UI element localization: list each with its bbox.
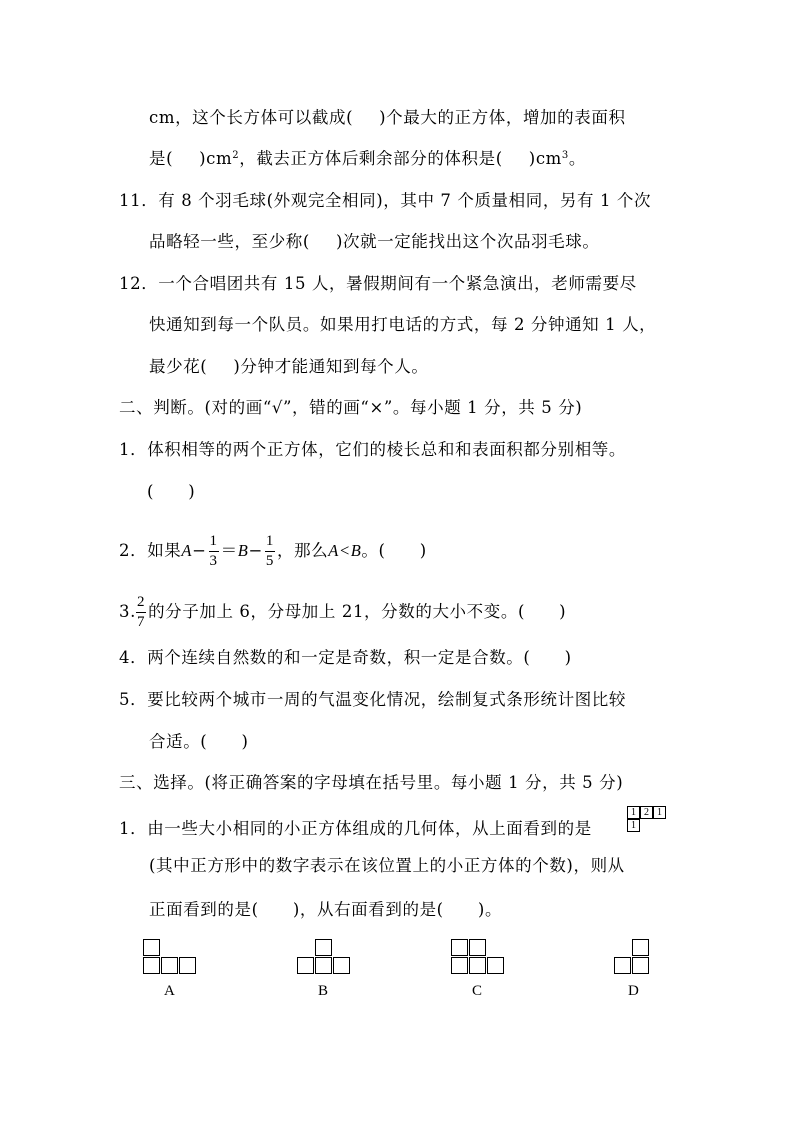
cube-square <box>143 957 160 974</box>
question-number: 1． <box>119 440 148 459</box>
comparison: A<B <box>328 541 362 560</box>
judge-q2-text: ，那么 <box>276 541 329 560</box>
question-number: 11． <box>119 191 159 210</box>
q10-text: )cm <box>199 149 233 168</box>
option-a-label[interactable]: A <box>164 983 175 999</box>
judge-q4 <box>119 648 572 668</box>
q12-line-3 <box>149 357 428 377</box>
q10-text: )cm <box>528 149 562 168</box>
judge-q5-text: 要比较两个城市一周的气温变化情况，绘制复式条形统计图比较 <box>147 690 627 709</box>
cube-square <box>469 939 486 956</box>
q10-text: 。 <box>568 149 586 168</box>
option-b-figure[interactable] <box>297 939 353 977</box>
q12-text: 快通知到每一个队员。如果用打电话的方式，每 2 分钟通知 1 人， <box>149 315 657 334</box>
option-c-label[interactable]: C <box>472 983 483 999</box>
q10-text: ，截去正方体后剩余部分的体积是( <box>239 149 503 168</box>
option-b-label[interactable]: B <box>318 983 329 999</box>
option-d-figure[interactable] <box>614 939 652 977</box>
judge-q4-text: 两个连续自然数的和一定是奇数，积一定是合数。( ) <box>147 648 572 667</box>
judge-q1-text: 体积相等的两个正方体，它们的棱长总和和表面积都分别相等。 <box>147 440 627 459</box>
question-number: 1． <box>119 819 148 838</box>
variable-a: A <box>181 541 193 560</box>
judge-q5-line-2: 合适。( ) <box>149 732 249 751</box>
judge-q5-line-1 <box>119 690 626 710</box>
q10-line-2 <box>149 149 586 169</box>
cube-square <box>614 957 631 974</box>
minus-sign: − <box>248 541 263 560</box>
q11-line-2 <box>149 232 599 252</box>
q12-text: )分钟才能通知到每个人。 <box>233 357 429 376</box>
fraction-one-third: $\frac{1}{3}$ <box>209 533 218 569</box>
option-c-figure[interactable] <box>451 939 507 977</box>
minus-sign: − <box>192 541 207 560</box>
cube-square <box>333 957 350 974</box>
q12-text: 最少花( <box>149 357 208 376</box>
judge-q1-line-1 <box>119 440 626 460</box>
variable-b: B <box>237 541 249 560</box>
question-number: 4． <box>119 648 148 667</box>
question-number: 12． <box>119 274 159 293</box>
top-view-cell: 1 <box>653 806 666 819</box>
q11-text: 品略轻一些，至少称( <box>149 232 310 251</box>
cube-square <box>315 957 332 974</box>
judge-q3-text: 的分子加上 6，分母加上 21，分数的大小不变。( ) <box>148 602 567 621</box>
section-3-heading: 三、选择。(将正确答案的字母填在括号里。每小题 1 分，共 5 分) <box>119 773 624 792</box>
judge-q1-answer-blank[interactable]: ( ) <box>147 482 196 501</box>
top-view-cell: 2 <box>640 806 653 819</box>
choice-q1-text: 由一些大小相同的小正方体组成的几何体，从上面看到的是 <box>147 819 592 838</box>
cube-square <box>451 939 468 956</box>
cube-square <box>632 957 649 974</box>
judge-q2-blank[interactable]: 。( ) <box>361 541 427 560</box>
option-a-figure[interactable] <box>143 939 199 977</box>
q12-line-2 <box>149 315 656 335</box>
superscript: 2 <box>232 150 240 161</box>
q12-line-1 <box>119 274 637 294</box>
cube-square <box>487 957 504 974</box>
cube-square <box>161 957 178 974</box>
option-d-label[interactable]: D <box>628 983 639 999</box>
judge-q3 <box>119 594 566 631</box>
q10-text: 是( <box>149 149 174 168</box>
equals-sign: ＝ <box>220 541 238 560</box>
choice-q1-line-2: (其中正方形中的数字表示在该位置上的小正方体的个数)，则从 <box>149 856 625 875</box>
question-number: 2． <box>119 541 148 560</box>
cube-square <box>451 957 468 974</box>
top-view-figure <box>627 806 667 832</box>
q11-text: 有 8 个羽毛球(外观完全相同)，其中 7 个质量相同，另有 1 个次 <box>158 191 652 210</box>
section-2-heading: 二、判断。(对的画“√”，错的画“×”。每小题 1 分，共 5 分) <box>119 398 583 417</box>
top-view-cell: 1 <box>627 806 640 819</box>
top-view-cell: 1 <box>627 819 640 832</box>
question-number: 3. <box>119 602 136 621</box>
fraction-one-fifth: $\frac{1}{5}$ <box>265 533 274 569</box>
fraction-two-sevenths: $\frac{2}{7}$ <box>136 594 146 630</box>
q10-text: cm，这个长方体可以截成( <box>149 108 354 127</box>
cube-square <box>143 939 160 956</box>
cube-square <box>469 957 486 974</box>
q12-text: 一个合唱团共有 15 人，暑假期间有一个紧急演出，老师需要尽 <box>158 274 637 293</box>
choice-q1-line-1 <box>119 819 592 839</box>
superscript: 3 <box>561 150 569 161</box>
judge-q2-text: 如果 <box>147 541 182 560</box>
choice-q1-line-3: 正面看到的是( )，从右面看到的是( )。 <box>149 900 503 919</box>
q11-text: )次就一定能找出这个次品羽毛球。 <box>335 232 600 251</box>
q10-line-1 <box>149 108 626 128</box>
q11-line-1 <box>119 191 651 211</box>
cube-square <box>632 939 649 956</box>
q10-text: )个最大的正方体，增加的表面积 <box>379 108 626 127</box>
cube-square <box>315 939 332 956</box>
cube-square <box>297 957 314 974</box>
question-number: 5． <box>119 690 148 709</box>
cube-square <box>179 957 196 974</box>
judge-q2 <box>119 533 427 570</box>
